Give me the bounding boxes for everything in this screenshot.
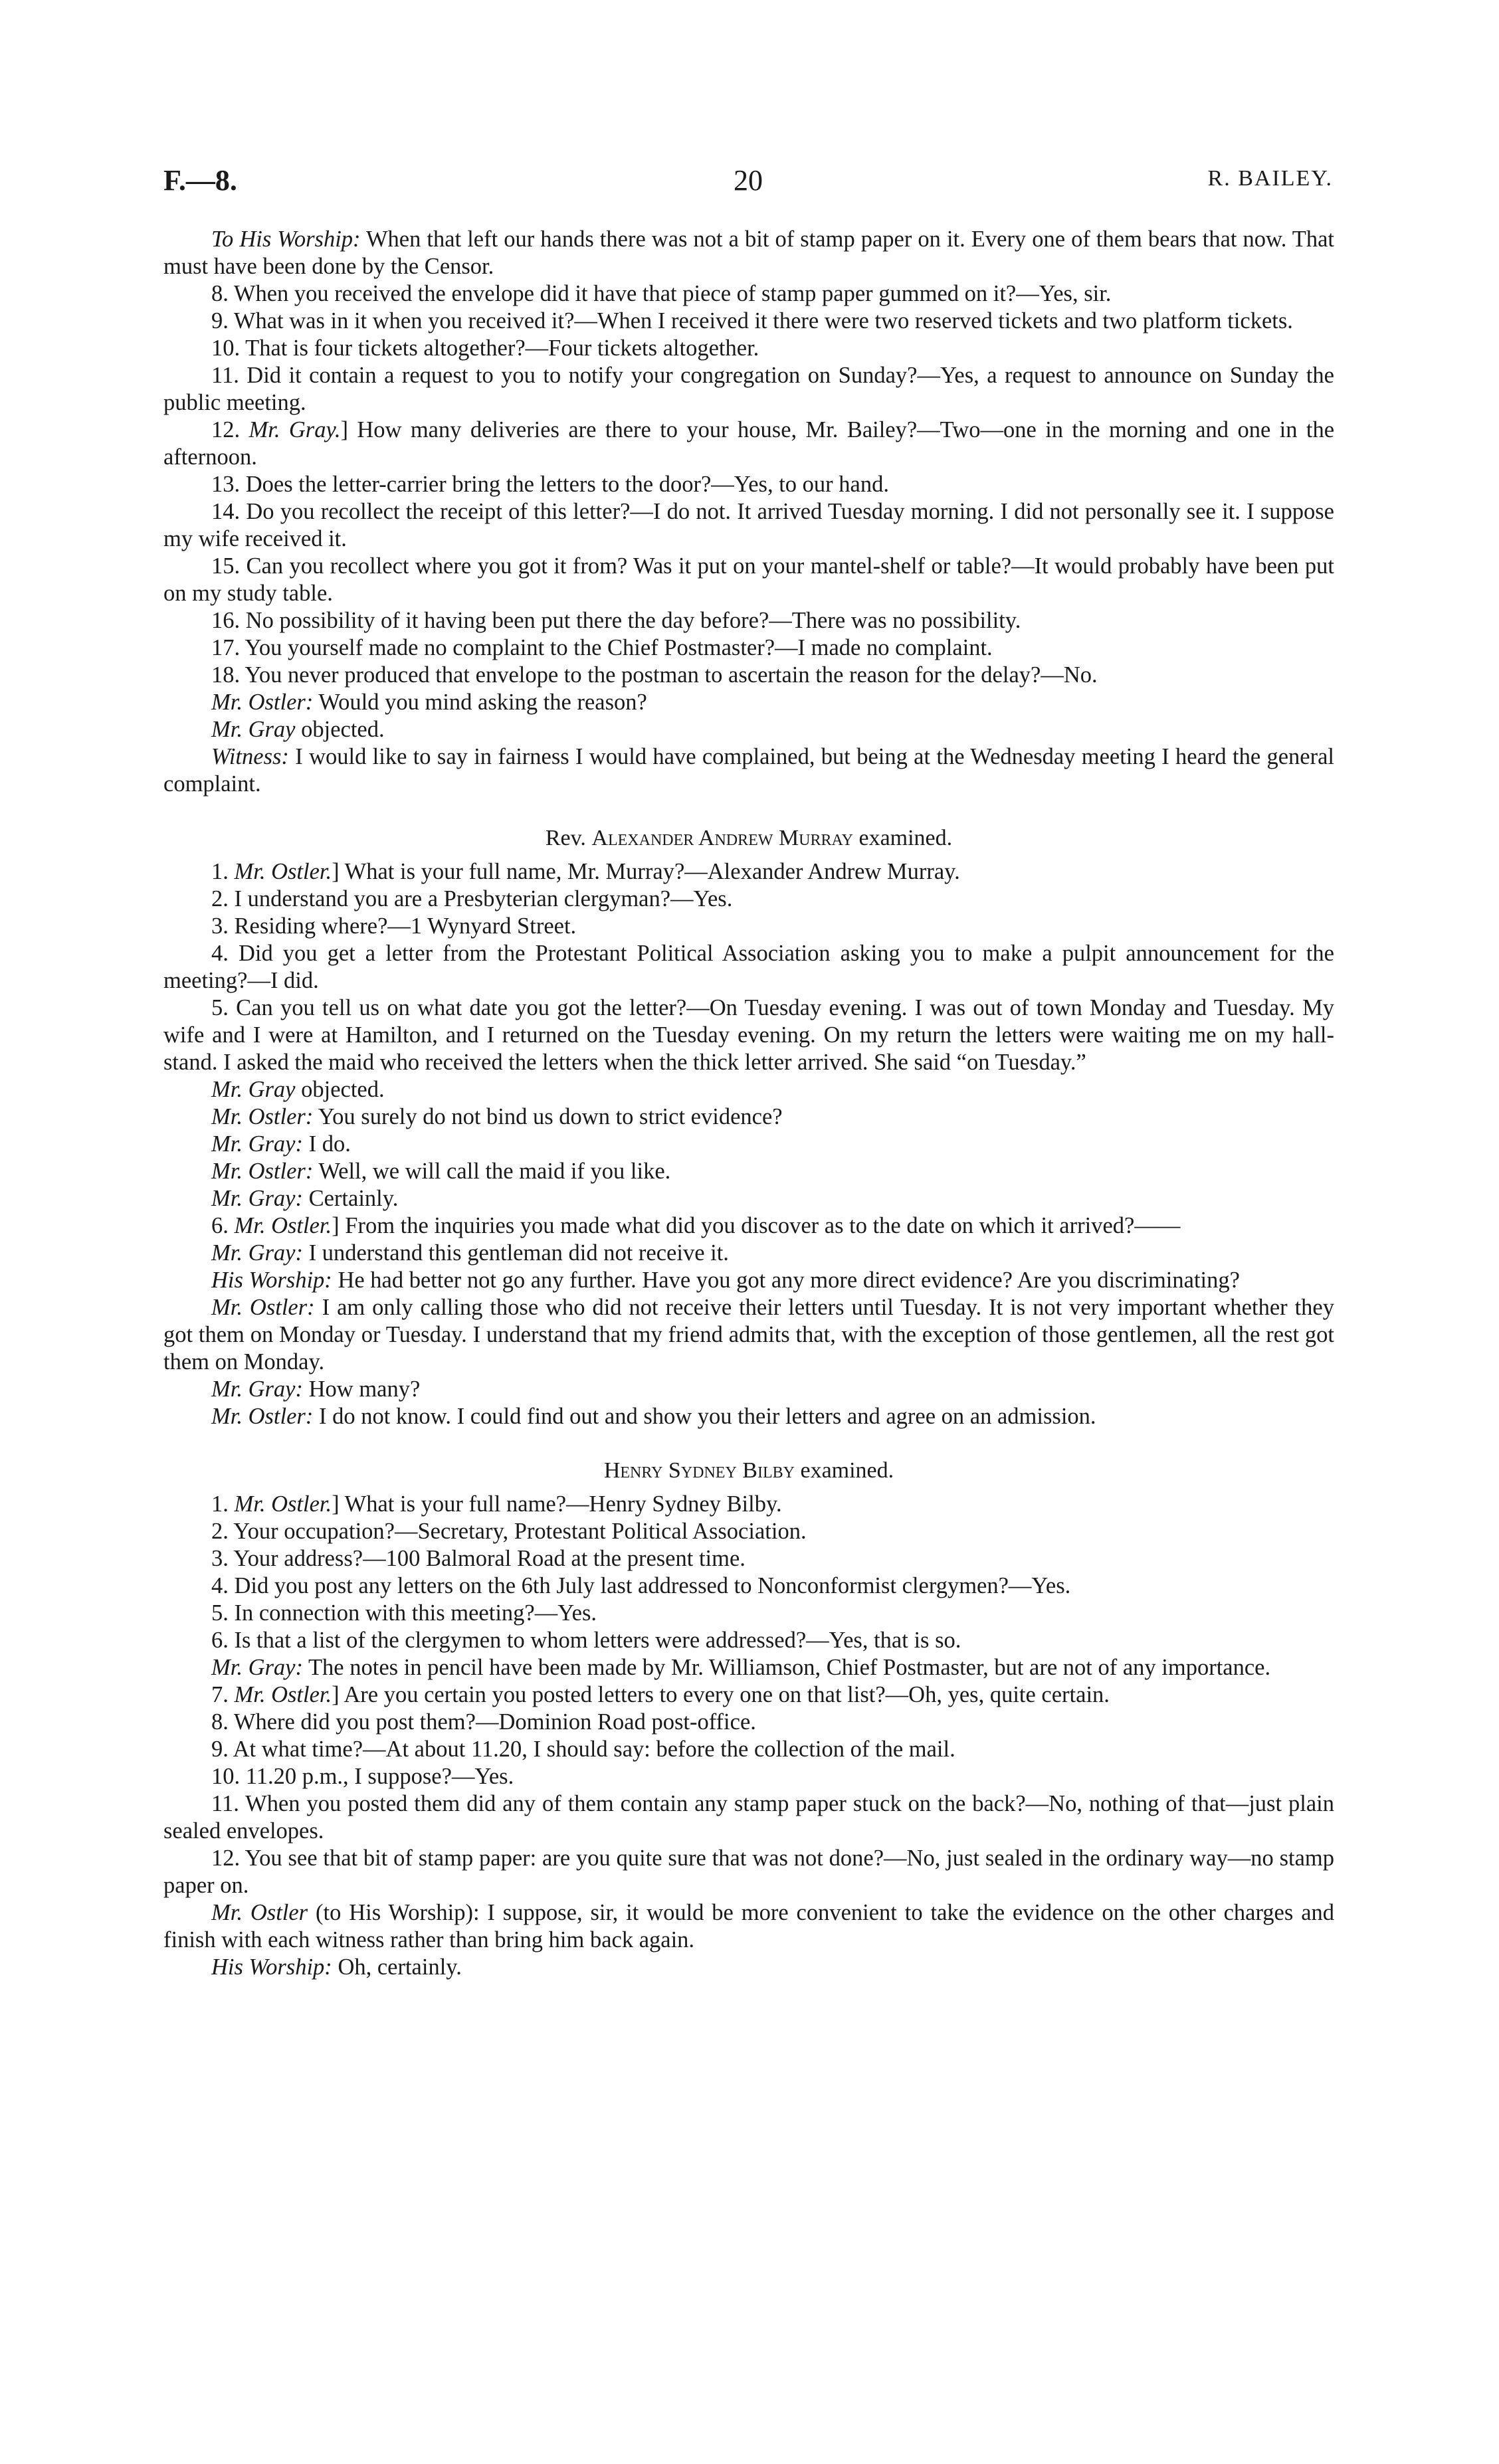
transcript-paragraph [163, 1518, 1334, 1545]
speaker-name: His Worship: [211, 1954, 332, 1980]
testimony-bilby [163, 1491, 1334, 1981]
transcript-paragraph [163, 362, 1334, 417]
page-number: 20 [734, 164, 763, 197]
paragraph-text: 6. Is that a list of the clergymen to whom letters were addressed?—Yes, that is so. [211, 1628, 961, 1653]
paragraph-text: 11. Did it contain a request to you to notify your congregation on Sunday?—Yes, a request to announce on Sunday the public meeting. [163, 363, 1334, 415]
paragraph-text: The notes in pencil have been made by Mr. Williamson, Chief Postmaster, but are not of any importance. [302, 1655, 1271, 1680]
paragraph-text: Well, we will call the maid if you like. [313, 1159, 671, 1184]
transcript-paragraph [163, 1627, 1334, 1654]
transcript-paragraph [163, 280, 1334, 308]
transcript-paragraph [163, 1158, 1334, 1185]
paragraph-text: 2. I understand you are a Presbyterian clergyman?—Yes. [211, 886, 733, 911]
transcript-paragraph [163, 1267, 1334, 1294]
transcript-paragraph [163, 1736, 1334, 1763]
transcript-paragraph [163, 1572, 1334, 1600]
speaker-name: Mr. Ostler [211, 1900, 308, 1925]
paragraph-text: 5. Can you tell us on what date you got the letter?—On Tuesday evening. I was out of town Monday and Tuesday. My wife and I were at Hamilton, and I returned on the Tuesday evening. On my return the letters were waiting me on my hall-stand. I asked the maid who received the letters when the thick letter arrived. She said “on Tuesday.” [163, 995, 1334, 1075]
speaker-name: Mr. Ostler: [211, 1404, 314, 1429]
speaker-name: Mr. Gray: [211, 1240, 303, 1266]
speaker-name: Mr. Ostler. [234, 859, 332, 884]
paragraph-text: I do not know. I could find out and show you their letters and agree on an admission. [313, 1404, 1096, 1429]
paragraph-text: 15. Can you recollect where you got it from? Was it put on your mantel-shelf or table?—It would probably have been put on my study table. [163, 553, 1334, 606]
speaker-name: Mr. Gray [211, 717, 296, 742]
transcript-paragraph [163, 553, 1334, 607]
transcript-paragraph [163, 607, 1334, 634]
transcript-paragraph [163, 995, 1334, 1076]
paragraph-text: Oh, certainly. [332, 1954, 462, 1980]
page-header [163, 163, 1333, 203]
speaker-name: Mr. Ostler. [234, 1682, 332, 1707]
transcript-paragraph [163, 308, 1334, 335]
transcript-paragraph [163, 1185, 1334, 1212]
paragraph-text: 3. Residing where?—1 Wynyard Street. [211, 913, 577, 939]
question-number: 6. [211, 1213, 235, 1238]
witness-heading-murray: Rev. Alexander Andrew Murray examined. [545, 826, 953, 850]
paragraph-text: 9. What was in it when you received it?—When I received it there were two reserved tickets and two platform tickets. [211, 308, 1293, 333]
transcript-paragraph [163, 1545, 1334, 1572]
header-reference: F.—8. [163, 164, 237, 197]
speaker-name: Mr. Gray: [211, 1376, 303, 1402]
paragraph-text: Would you mind asking the reason? [313, 690, 647, 715]
speaker-name: Mr. Gray: [211, 1655, 303, 1680]
transcript-paragraph [163, 743, 1334, 798]
paragraph-text: 13. Does the letter-carrier bring the letters to the door?—Yes, to our hand. [211, 472, 889, 497]
paragraph-text: I am only calling those who did not receive their letters until Tuesday. It is not very important whether they got them on Monday or Tuesday. I understand that my friend admits that, with the exception of those gentlemen, all the rest got them on Monday. [163, 1295, 1334, 1374]
paragraph-text: 9. At what time?—At about 11.20, I should say: before the collection of the mail. [211, 1737, 955, 1762]
paragraph-text: I understand this gentleman did not receive it. [302, 1240, 729, 1266]
paragraph-text: He had better not go any further. Have you got any more direct evidence? Are you discriminating? [332, 1268, 1240, 1293]
transcript-paragraph [163, 1240, 1334, 1267]
testimony-bailey [163, 226, 1334, 798]
transcript-paragraph [163, 1790, 1334, 1845]
testimony-murray [163, 858, 1334, 1430]
paragraph-text: objected. [295, 1077, 385, 1102]
transcript-paragraph [163, 1899, 1334, 1954]
document-body [163, 226, 1334, 1981]
paragraph-text: 2. Your occupation?—Secretary, Protestant Political Association. [211, 1519, 807, 1544]
speaker-name: Mr. Gray. [249, 417, 341, 442]
transcript-paragraph [163, 335, 1334, 362]
transcript-paragraph [163, 662, 1334, 689]
paragraph-text: You surely do not bind us down to strict evidence? [313, 1104, 783, 1129]
transcript-paragraph [163, 1654, 1334, 1681]
transcript-paragraph [163, 886, 1334, 913]
transcript-paragraph [163, 1294, 1334, 1376]
transcript-paragraph [163, 417, 1334, 471]
speaker-name: Mr. Gray: [211, 1186, 303, 1211]
speaker-name: Mr. Ostler: [211, 690, 314, 715]
transcript-paragraph [163, 1103, 1334, 1131]
question-number: 1. [211, 1491, 235, 1517]
paragraph-text: I would like to say in fairness I would have complained, but being at the Wednesday meeting I heard the general complaint. [163, 744, 1334, 797]
paragraph-text: How many? [302, 1376, 421, 1402]
question-number: 7. [211, 1682, 235, 1707]
paragraph-text: I do. [302, 1131, 351, 1157]
speaker-name: Witness: [211, 744, 289, 769]
paragraph-text: 12. You see that bit of stamp paper: are you quite sure that was not done?—No, just sealed in the ordinary way—no stamp paper on. [163, 1846, 1334, 1898]
paragraph-text: ] From the inquiries you made what did you discover as to the date on which it arrived?—— [332, 1213, 1181, 1238]
transcript-paragraph [163, 1709, 1334, 1736]
paragraph-text: ] What is your full name?—Henry Sydney Bilby. [332, 1491, 782, 1517]
transcript-paragraph [163, 1491, 1334, 1518]
paragraph-text: ] How many deliveries are there to your house, Mr. Bailey?—Two—one in the morning and one in the afternoon. [163, 417, 1335, 470]
transcript-paragraph [163, 1076, 1334, 1103]
transcript-paragraph [163, 634, 1334, 662]
speaker-name: Mr. Gray [211, 1077, 296, 1102]
transcript-paragraph [163, 471, 1334, 498]
paragraph-text: 14. Do you recollect the receipt of this letter?—I do not. It arrived Tuesday morning. I did not personally see it. I suppose my wife received it. [163, 499, 1334, 551]
paragraph-text: 8. When you received the envelope did it have that piece of stamp paper gummed on it?—Yes, sir. [211, 281, 1112, 306]
paragraph-text: 10. 11.20 p.m., I suppose?—Yes. [211, 1764, 514, 1789]
speaker-name: Mr. Ostler: [211, 1159, 314, 1184]
transcript-paragraph [163, 1763, 1334, 1790]
transcript-paragraph [163, 858, 1334, 886]
paragraph-text: Certainly. [302, 1186, 399, 1211]
paragraph-text: ] What is your full name, Mr. Murray?—Alexander Andrew Murray. [332, 859, 960, 884]
speaker-name: His Worship: [211, 1268, 332, 1293]
header-running-title: R. BAILEY. [1207, 166, 1333, 191]
paragraph-text: 10. That is four tickets altogether?—Four tickets altogether. [211, 335, 759, 361]
paragraph-text: ] Are you certain you posted letters to every one on that list?—Oh, yes, quite certain. [332, 1682, 1110, 1707]
paragraph-text: 4. Did you post any letters on the 6th July last addressed to Nonconformist clergymen?—Yes. [211, 1573, 1071, 1598]
paragraph-text: (to His Worship): I suppose, sir, it would be more convenient to take the evidence on the other charges and finish with each witness rather than bring him back again. [163, 1900, 1335, 1952]
speaker-name: To His Worship: [211, 227, 361, 252]
transcript-paragraph [163, 1600, 1334, 1627]
transcript-paragraph [163, 1376, 1334, 1403]
transcript-paragraph [163, 1681, 1334, 1709]
paragraph-text: 11. When you posted them did any of them contain any stamp paper stuck on the back?—No, nothing of that—just plain sealed envelopes. [163, 1791, 1334, 1844]
transcript-paragraph [163, 1212, 1334, 1240]
transcript-paragraph [163, 716, 1334, 743]
transcript-paragraph [163, 1131, 1334, 1158]
transcript-paragraph [163, 940, 1334, 995]
paragraph-text: 4. Did you get a letter from the Protestant Political Association asking you to make a pulpit announcement for the meeting?—I did. [163, 941, 1334, 993]
question-number: 12. [211, 417, 249, 442]
paragraph-text: 5. In connection with this meeting?—Yes. [211, 1600, 597, 1626]
speaker-name: Mr. Ostler. [234, 1213, 332, 1238]
transcript-paragraph [163, 1845, 1334, 1899]
speaker-name: Mr. Ostler: [211, 1295, 315, 1320]
paragraph-text: 17. You yourself made no complaint to the Chief Postmaster?—I made no complaint. [211, 635, 993, 660]
paragraph-text: 8. Where did you post them?—Dominion Road post-office. [211, 1709, 756, 1735]
transcript-paragraph [163, 226, 1334, 280]
paragraph-text: 18. You never produced that envelope to the postman to ascertain the reason for the delay?—No. [211, 662, 1098, 688]
transcript-paragraph [163, 498, 1334, 553]
question-number: 1. [211, 859, 235, 884]
transcript-paragraph [163, 689, 1334, 716]
speaker-name: Mr. Gray: [211, 1131, 303, 1157]
transcript-paragraph [163, 1403, 1334, 1430]
transcript-paragraph [163, 1954, 1334, 1981]
paragraph-text: 3. Your address?—100 Balmoral Road at the present time. [211, 1546, 746, 1571]
transcript-paragraph [163, 913, 1334, 940]
paragraph-text: objected. [295, 717, 385, 742]
speaker-name: Mr. Ostler. [234, 1491, 332, 1517]
paragraph-text: 16. No possibility of it having been put there the day before?—There was no possibility. [211, 608, 1021, 633]
speaker-name: Mr. Ostler: [211, 1104, 314, 1129]
paragraph-text: When that left our hands there was not a bit of stamp paper on it. Every one of them bears that now. That must have been done by the Censor. [163, 227, 1335, 279]
witness-heading-bilby: Henry Sydney Bilby examined. [603, 1458, 894, 1483]
